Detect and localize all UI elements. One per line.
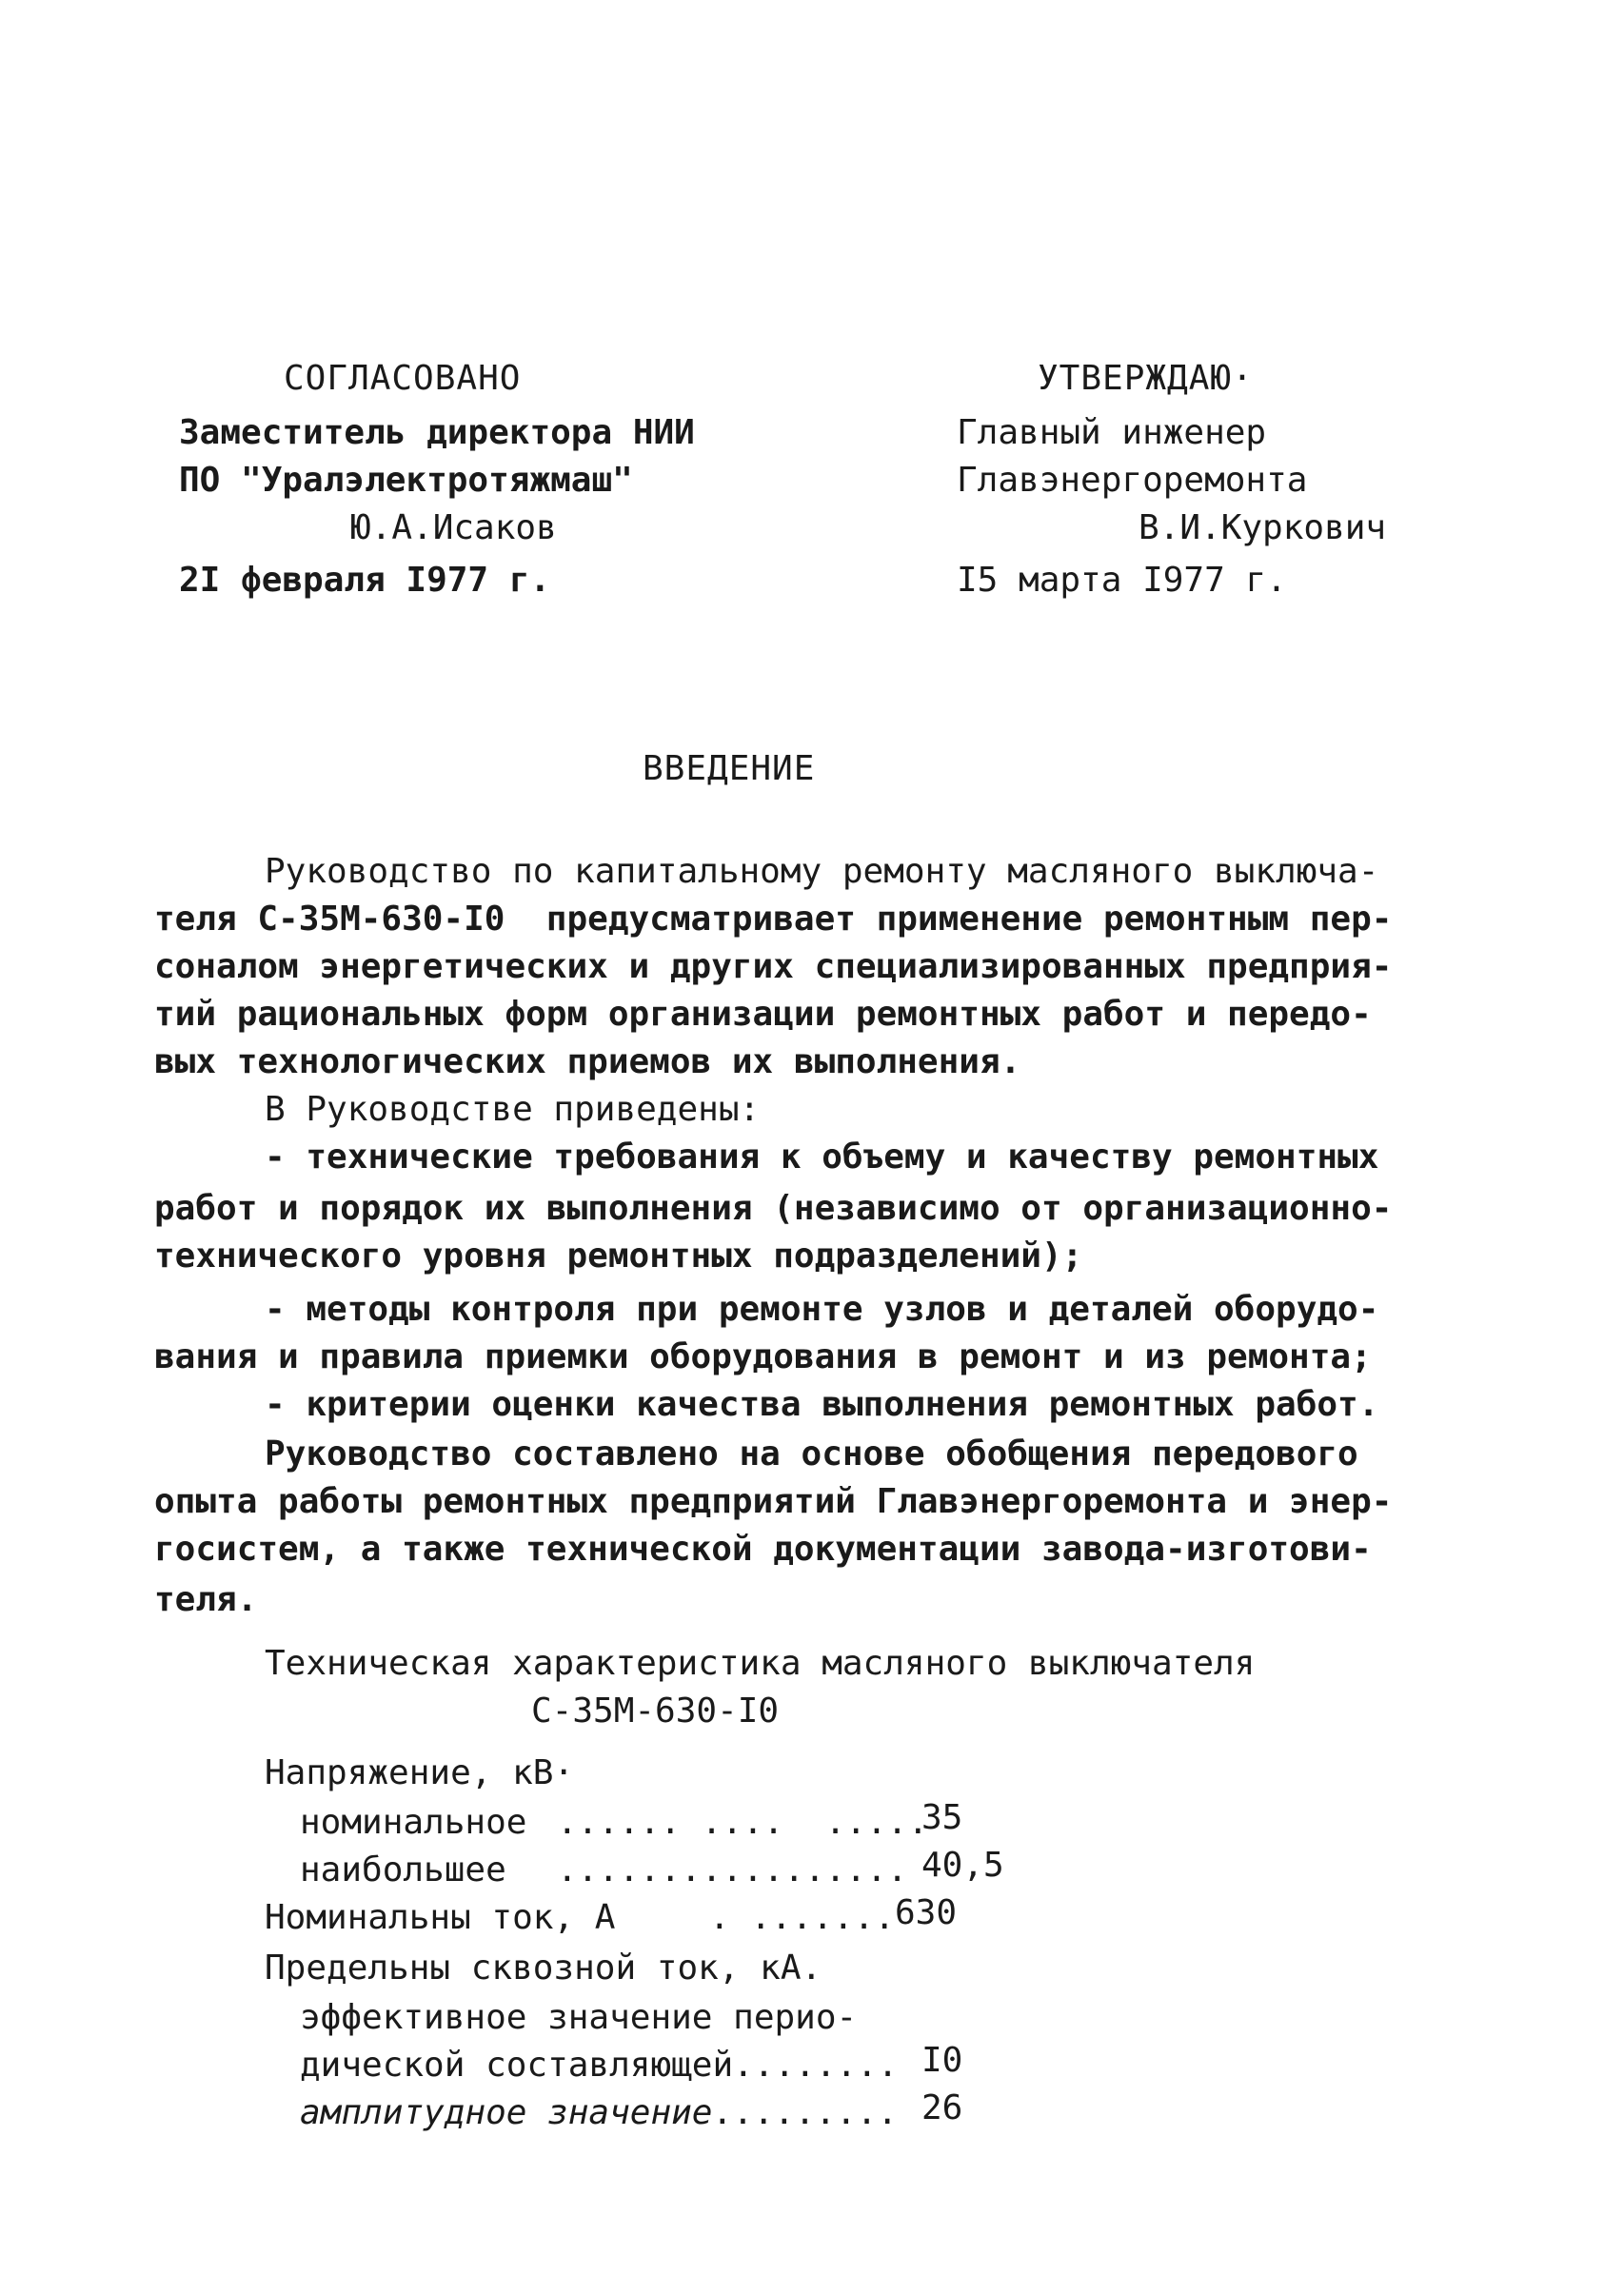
specs-title: Техническая характеристика масляного выключателя <box>265 1644 1256 1683</box>
spec-nominal-voltage-value: 35 <box>921 1798 963 1837</box>
approval-right-heading: УТВЕРЖДАЮ· <box>1038 359 1254 398</box>
leader-dots: ........ <box>733 2046 899 2085</box>
intro-p1-line: вых технологических приемов их выполнения. <box>154 1042 1021 1081</box>
intro-p4-line: - методы контроля при ремонте узлов и деталей оборудо- <box>265 1290 1379 1329</box>
spec-through-current-label: Предельны сквозной ток, кА. <box>265 1949 822 1988</box>
approval-left-organization: ПО "Уралэлектротяжмаш" <box>179 461 633 500</box>
intro-p3-line: работ и порядок их выполнения (независимо от организационно- <box>154 1189 1393 1228</box>
approval-left-signatory: Ю.А.Исаков <box>350 508 557 547</box>
approval-right-position: Главный инженер <box>957 413 1267 452</box>
leader-dots: ................. <box>557 1850 908 1889</box>
approval-left-heading: СОГЛАСОВАНО <box>284 359 522 398</box>
spec-max-voltage-value: 40,5 <box>921 1846 1004 1885</box>
intro-p3-line: технического уровня ремонтных подразделений); <box>154 1237 1083 1276</box>
intro-p1-line: теля С-35М-630-I0 предусматривает применение ремонтным пер- <box>154 900 1393 939</box>
intro-p6-line: опыта работы ремонтных предприятий Главэнергоремонта и энер- <box>154 1482 1393 1521</box>
spec-rated-current-label: Номинальны ток, А <box>265 1898 616 1937</box>
approval-right-signatory: В.И.Куркович <box>1139 508 1387 547</box>
spec-rms-label-line2: дической составляющей <box>300 2046 734 2085</box>
spec-rated-current-value: 630 <box>895 1893 958 1932</box>
spec-peak-label: амплитудное значение <box>300 2093 713 2132</box>
spec-nominal-voltage-label: номинальное <box>300 1803 527 1842</box>
approval-left-date: 2I февраля I977 г. <box>179 561 551 600</box>
intro-p1-line: соналом энергетических и других специализированных предприя- <box>154 947 1393 986</box>
approval-right-date: I5 марта I977 г. <box>957 561 1287 600</box>
intro-paragraph-5: - критерии оценки качества выполнения ремонтных работ. <box>265 1385 1379 1424</box>
intro-paragraph-2: В Руководстве приведены: <box>265 1090 761 1129</box>
intro-p4-line: вания и правила приемки оборудования в ремонт и из ремонта; <box>154 1337 1372 1376</box>
specs-model: С-35М-630-I0 <box>531 1692 780 1731</box>
intro-p3-line: - технические требования к объему и качеству ремонтных <box>265 1138 1379 1177</box>
intro-p6-line: Руководство составлено на основе обобщения передового <box>265 1434 1358 1474</box>
leader-dots: . ....... <box>709 1898 896 1937</box>
intro-p6-line: госистем, а также технической документации завода-изготови- <box>154 1530 1372 1569</box>
approval-right-organization: Главэнергоремонта <box>957 461 1308 500</box>
intro-p1-line: тий рациональных форм организации ремонтных работ и передо- <box>154 995 1372 1034</box>
spec-rms-label-line1: эффективное значение перио- <box>300 1998 858 2037</box>
intro-p6-line: теля. <box>154 1580 258 1619</box>
approval-left-position: Заместитель директора НИИ <box>179 413 695 452</box>
intro-p1-line: Руководство по капитальному ремонту масляного выключа- <box>265 852 1379 891</box>
spec-voltage-label: Напряжение, кВ· <box>265 1753 575 1792</box>
spec-peak-value: 26 <box>921 2088 963 2127</box>
leader-dots: ......... <box>712 2093 899 2132</box>
leader-dots: ...... .... ..... <box>557 1803 929 1842</box>
spec-rms-value: I0 <box>921 2041 963 2080</box>
spec-max-voltage-label: наибольшее <box>300 1850 506 1889</box>
intro-title: ВВЕДЕНИЕ <box>643 749 816 788</box>
